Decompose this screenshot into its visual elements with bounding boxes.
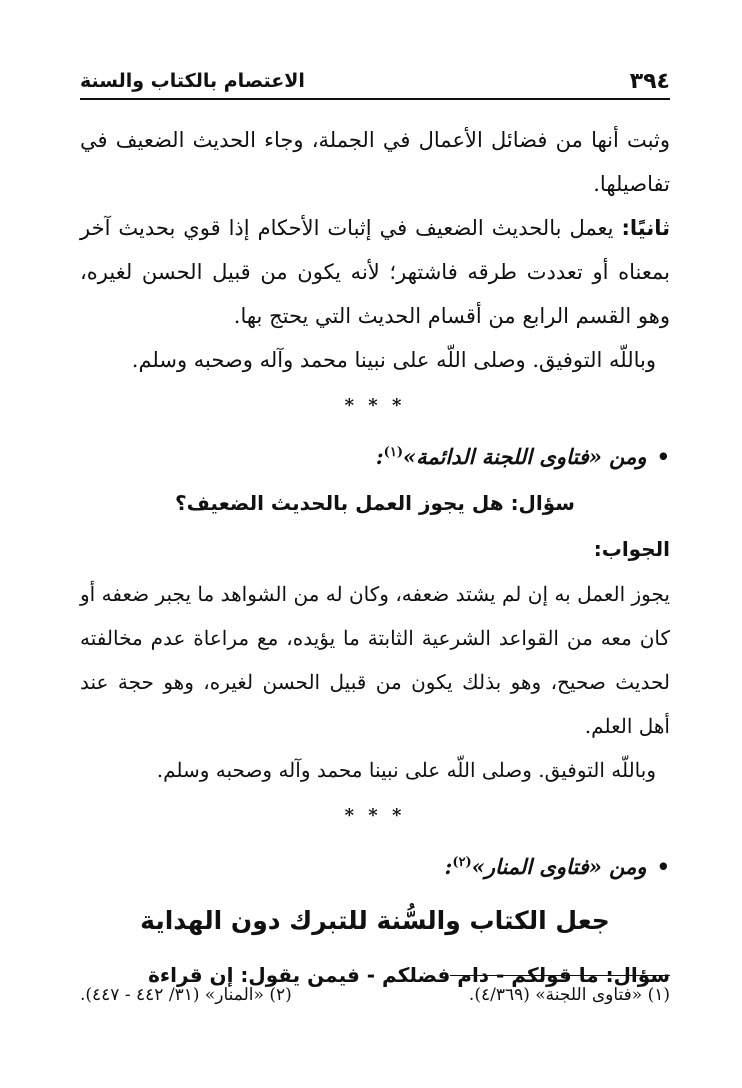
- section-1-colon: :: [375, 444, 384, 469]
- answer-block: [80, 572, 670, 792]
- paragraph-2-label: ثانيًا:: [621, 216, 670, 240]
- footnote-divider: [450, 975, 670, 976]
- paragraph-1: وثبت أنها من فضائل الأعمال في الجملة، وجاء الحديث الضعيف في تفاصيلها.: [80, 128, 670, 196]
- section-1-source: ومن «فتاوى اللجنة الدائمة»: [402, 444, 647, 469]
- footnote-1: (١) «فتاوى اللجنة» (٤/٣٦٩).: [468, 985, 670, 1005]
- paragraph-2: [80, 206, 670, 338]
- footnote-mark-2: (٢): [452, 855, 472, 870]
- bullet-2: •: [656, 854, 670, 879]
- paragraph-2-text: يعمل بالحديث الضعيف في إثبات الأحكام إذا قوي بحديث آخر بمعناه أو تعددت طرقه فاشتهر؛ لأنه يكون من قبيل الحسن لغيره، وهو القسم الرابع من أقسام الحديث التي يحتج بها.: [80, 216, 670, 328]
- section-2-heading: جعل الكتاب والسُّنة للتبرك دون الهداية: [140, 906, 610, 935]
- section-1-intro: [80, 430, 670, 480]
- footnote-2: (٢) «المنار» (٣١/ ٤٤٢ - ٤٤٧).: [80, 985, 292, 1005]
- bullet-1: •: [656, 444, 670, 469]
- page-number: ٣٩٤: [629, 69, 670, 94]
- footnotes: [80, 985, 670, 1015]
- separator-1: * * *: [344, 395, 406, 416]
- separator-2: * * *: [344, 805, 406, 826]
- question-2: سؤال: ما قولكم - دام فضلكم - فيمن يقول: إن قراءة: [148, 963, 670, 987]
- footnote-mark-1: (١): [383, 445, 403, 460]
- page-body: [80, 118, 670, 998]
- answer-closing: وباللّه التوفيق. وصلى اللّه على نبينا محمد وآله وصحبه وسلم.: [156, 758, 656, 782]
- answer-label: الجواب:: [593, 537, 670, 561]
- answer-text: يجوز العمل به إن لم يشتد ضعفه، وكان له من الشواهد ما يجبر ضعفه أو كان معه من القواعد الشرعية الثابتة ما يؤيده، مع مراعاة عدم مخالفته لحديث صحيح، وهو بذلك يكون من قبيل الحسن لغيره، وهو حجة عند أهل العلم.: [80, 582, 670, 738]
- question-1: سؤال: هل يجوز العمل بالحديث الضعيف؟: [175, 491, 575, 515]
- running-header: [80, 62, 670, 100]
- header-title: الاعتصام بالكتاب والسنة: [80, 70, 305, 92]
- section-2-intro: [80, 840, 670, 890]
- paragraph-3-closing: وباللّه التوفيق. وصلى اللّه على نبينا محمد وآله وصحبه وسلم.: [131, 348, 656, 372]
- section-2-source: ومن «فتاوى المنار»: [471, 854, 647, 879]
- section-2-colon: :: [444, 854, 453, 879]
